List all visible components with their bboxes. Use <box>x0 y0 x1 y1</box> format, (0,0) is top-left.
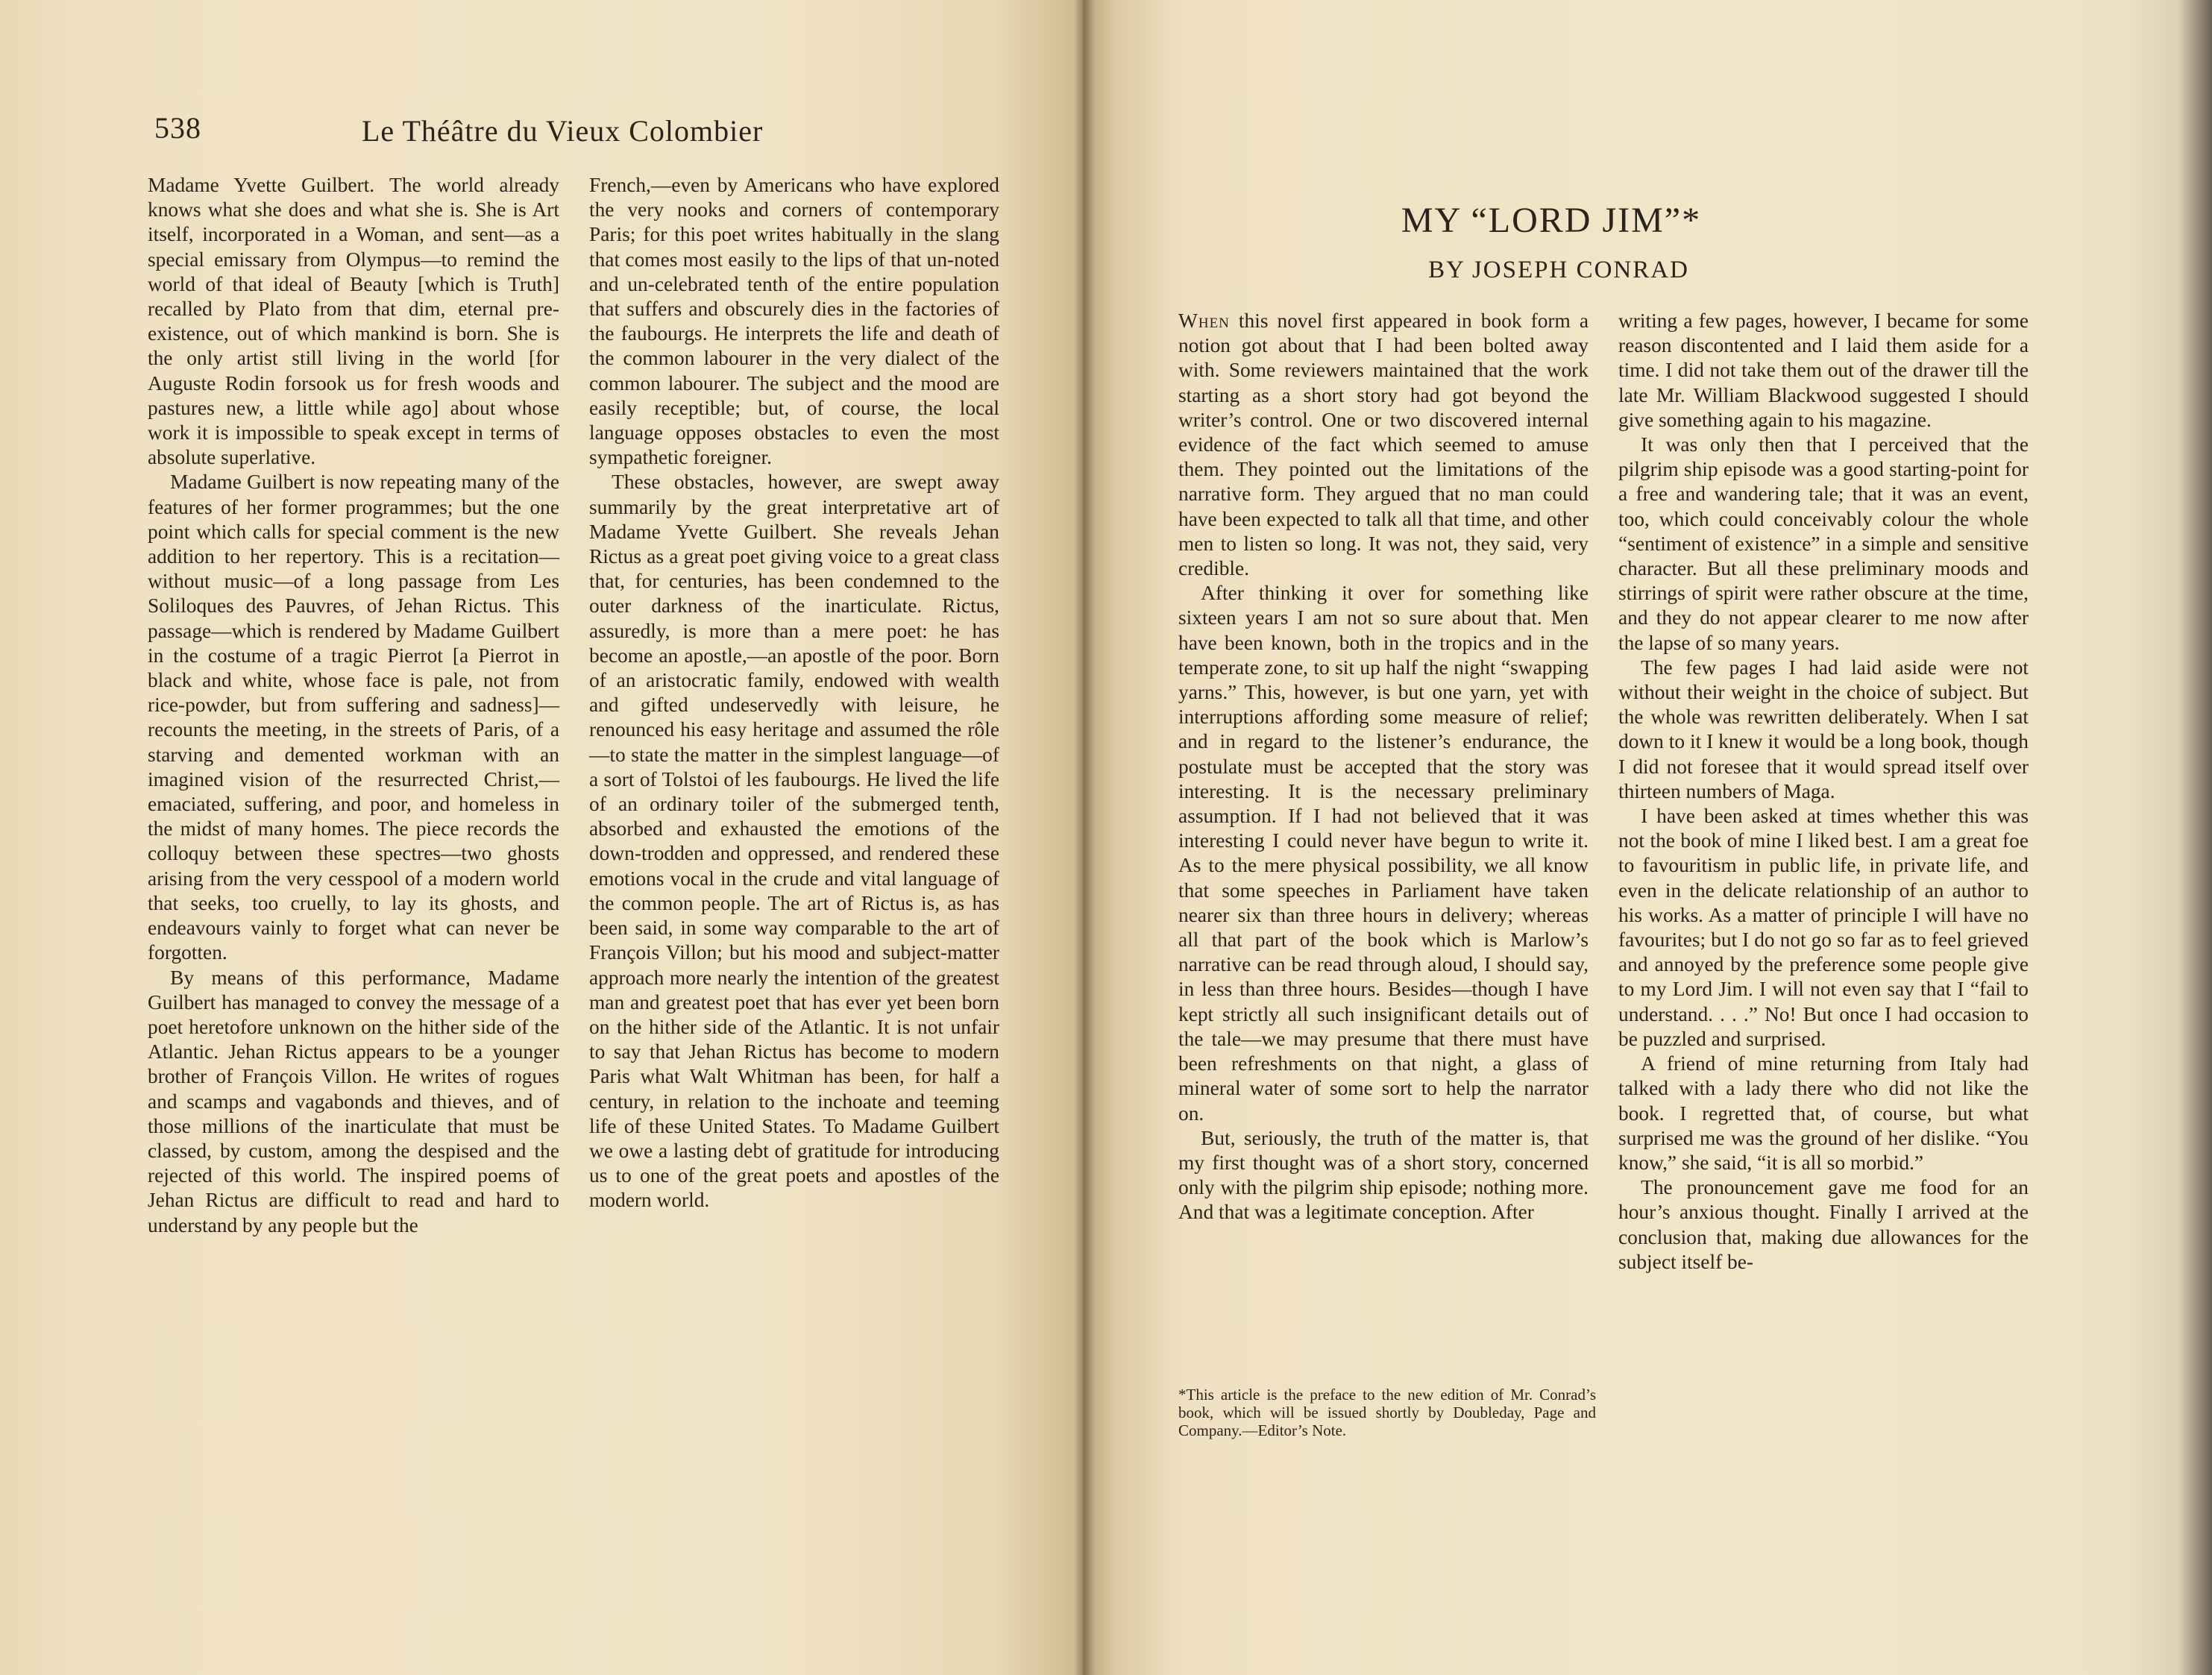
paragraph: The few pages I had laid aside were not without their weight in the choice of subject. But the whole was rewritten deliberately. When I sat down to it I knew it would be a long book, though I did not foresee that it would spread itself over thirteen numbers of Maga. <box>1618 656 2029 802</box>
paragraph: The pronouncement gave me food for an hour’s anxious thought. Finally I arrived at the conclusion that, making due allowances for the subject itself be- <box>1618 1176 2029 1273</box>
article-title: MY “LORD JIM”* <box>1401 201 1702 240</box>
paragraph: It was only then that I perceived that the pilgrim ship episode was a good starting-point for a free and wandering tale; that it was an event, too, which could conceivably colour the whole “sentiment of existence” in a simple and sensitive character. But all these preliminary moods and stirrings of spirit were rather obscure at the time, and they do not appear clearer to me now after the lapse of so many years. <box>1618 433 2029 654</box>
paragraph: After thinking it over for something like sixteen years I am not so sure about that. Men have been known, both in the tropics and in the temperate zone, to sit up half the night “swapping yarns.” This, however, is but one yarn, yet with interruptions affording some measure of relief; and in regard to the listener’s endurance, the postulate must be accepted that the story was interesting. It is the necessary preliminary assumption. If I had not believed that it was interesting I could never have begun to write it. As to the mere physical possibility, we all know that some speeches in Parliament have taken nearer six than three hours in delivery; whereas all that part of the book which is Marlow’s narrative can be read through aloud, I should say, in less than three hours. Besides—though I have kept strictly all such insignificant details out of the tale—we may presume that there must have been refreshments on that night, a glass of mineral water of some sort to help the narrator on. <box>1178 582 1589 1125</box>
paragraph: By means of this performance, Madame Guilbert has managed to convey the message of a poet heretofore unknown on the hither side of the Atlantic. Jehan Rictus appears to be a younger brother of François Villon. He writes of rogues and scamps and vagabonds and thieves, and of those millions of the inarticulate that must be classed, by custom, among the despised and the rejected of this world. The inspired poems of Jehan Rictus are difficult to read and hard to understand by any people but the <box>148 966 559 1236</box>
paragraph <box>1178 309 1589 581</box>
paragraph: But, seriously, the truth of the matter is, that my first thought was of a short story, concerned only with the pilgrim ship episode; nothing more. And that was a legitimate conception. After <box>1178 1126 1589 1224</box>
left-page <box>0 0 1083 1675</box>
footnote: *This article is the preface to the new edition of Mr. Conrad’s book, which will be issued shortly by Doubleday, Page and Company.—Editor’s Note. <box>1178 1386 1596 1439</box>
right-column-1 <box>1178 309 1589 1225</box>
paragraph: Madame Yvette Guilbert. The world already knows what she does and what she is. She is Art itself, incorporated in a Woman, and sent—as a special emissary from Olympus—to remind the world of that ideal of Beauty [which is Truth] recalled by Plato from that dim, eternal pre-existence, out of which mankind is born. She is the only artist still living in the world [for Auguste Rodin forsook us for fresh woods and pastures new, a little while ago] about whose work it is impossible to speak except in terms of absolute superlative. <box>148 174 559 469</box>
paragraph: writing a few pages, however, I became for some reason discontented and I laid them aside for a time. I did not take them out of the drawer till the late Mr. William Blackwood suggested I should give something again to his magazine. <box>1618 309 2029 431</box>
paragraph: I have been asked at times whether this was not the book of mine I liked best. I am a great foe to favouritism in public life, in private life, and even in the delicate relationship of an author to his works. As a matter of principle I will have no favourites; but I do not go so far as to feel grieved and annoyed by the preference some people give to my Lord Jim. I will not even say that I “fail to understand. . . .” No! But once I had occasion to be puzzled and surprised. <box>1618 805 2029 1050</box>
left-column-1 <box>148 173 559 1238</box>
page-number: 538 <box>154 111 201 145</box>
paragraph: French,—even by Americans who have explored the very nooks and corners of contemporary Paris; for this poet writes habitually in the slang that comes most easily to the lips of that un-noted and un-celebrated tenth of the entire population that suffers and obscurely dies in the factories of the faubourgs. He interprets the life and death of the common labourer in the very dialect of the common labourer. The subject and the mood are easily receptible; but, of course, the local language opposes obstacles to even the most sympathetic foreigner. <box>589 174 999 469</box>
paragraph: Madame Guilbert is now repeating many of the features of her former programmes; but the one point which calls for special comment is the new addition to her repertory. This is a recitation—without music—of a long passage from Les Soliloques des Pauvres, of Jehan Rictus. This passage—which is rendered by Madame Guilbert in the costume of a tragic Pierrot [a Pierrot in black and white, whose face is pale, not from rice-powder, but from suffering and sadness]—recounts the meeting, in the streets of Paris, of a starving and demented workman with an imagined vision of the resurrected Christ,—emaciated, suffering, and poor, and homeless in the midst of many homes. The piece records the colloquy between these spectres—two ghosts arising from the very cesspool of a modern world that seeks, too cruelly, to lay its ghosts, and endeavours vainly to forget what can never be forgotten. <box>148 471 559 964</box>
left-column-2 <box>589 173 999 1213</box>
article-byline: BY JOSEPH CONRAD <box>1428 257 1689 283</box>
lead-word: When <box>1178 309 1230 332</box>
paragraph: These obstacles, however, are swept away summarily by the great interpretative art of Madame Yvette Guilbert. She reveals Jehan Rictus as a great poet giving voice to a great class that, for centuries, has been condemned to the outer darkness of the inarticulate. Rictus, assuredly, is more than a mere poet: he has become an apostle,—an apostle of the poor. Born of an aristocratic family, endowed with wealth and gifted undeservedly with leisure, he renounced his easy heritage and assumed the rôle—to state the matter in the simplest language—of a sort of Tolstoi of les faubourgs. He lived the life of an ordinary toiler of the submerged tenth, absorbed and exhausted the emotions of the down-trodden and oppressed, and rendered these emotions vocal in the crude and vital language of the common people. The art of Rictus is, as has been said, in some way comparable to the art of François Villon; but his mood and subject-matter approach more nearly the intention of the greatest man and greatest poet that has ever yet been born on the hither side of the Atlantic. It is not unfair to say that Jehan Rictus has become to modern Paris what Walt Whitman has been, for half a century, in relation to the inchoate and teeming life of these United States. To Madame Guilbert we owe a lasting debt of gratitude for introducing us to one of the great poets and apostles of the modern world. <box>589 471 999 1212</box>
right-page <box>1083 0 2212 1675</box>
book-gutter <box>1074 0 1095 1675</box>
running-head: Le Théâtre du Vieux Colombier <box>362 114 764 148</box>
paragraph: A friend of mine returning from Italy had talked with a lady there who did not like the book. I regretted that, of course, but what surprised me was the ground of her dislike. “You know,” she said, “it is all so morbid.” <box>1618 1052 2029 1174</box>
right-column-2 <box>1618 309 2029 1275</box>
lead-text: this novel first appeared in book form a notion got about that I had been bolted away with. Some reviewers maintained that the work starting as a short story had got beyond the writer’s control. One or two discovered internal evidence of the fact which seemed to amuse them. They pointed out the limitations of the narrative form. They argued that no man could have been expected to talk all that time, and other men to listen so long. It was not, they said, very credible. <box>1178 309 1589 580</box>
